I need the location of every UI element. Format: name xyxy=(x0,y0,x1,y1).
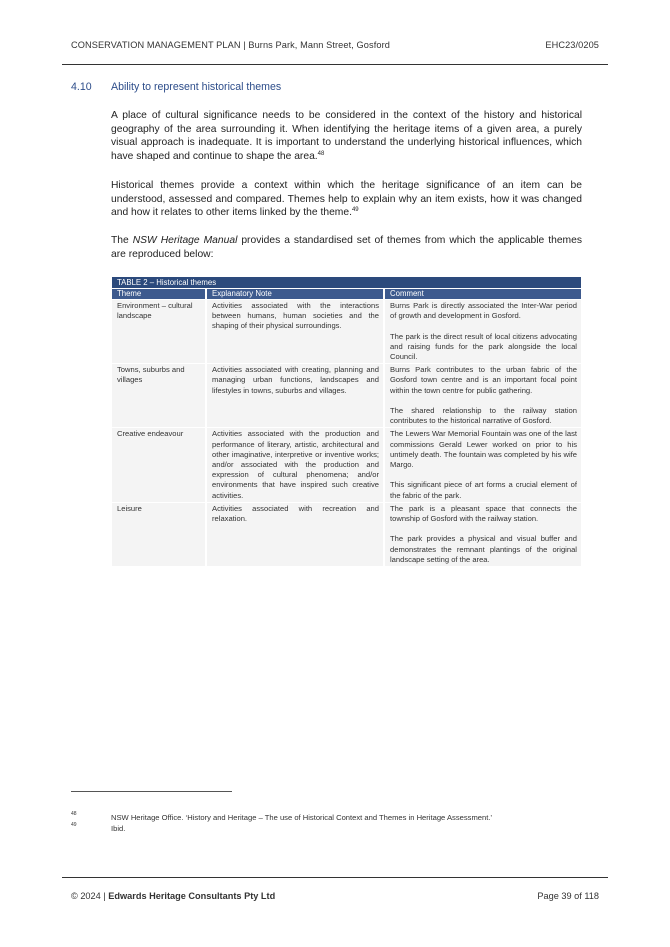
footnote-text: Ibid. xyxy=(111,824,126,833)
cell-comment xyxy=(385,300,581,363)
comment-paragraph: The park is the direct result of local citizens advocating and raising funds for the park alongside the local Council. xyxy=(390,331,577,361)
paragraph-text: Historical themes provide a context within which the heritage significance of an item can be understood, assessed and compared. Themes help to explain why an item exists, how it was changed and how it relates to other items linked by the theme. xyxy=(111,180,582,219)
column-header-explanatory-note: Explanatory Note xyxy=(207,289,383,299)
header-document-title: CONSERVATION MANAGEMENT PLAN | Burns Park, Mann Street, Gosford xyxy=(71,40,390,50)
table-row xyxy=(112,503,581,566)
cell-theme: Creative endeavour xyxy=(112,428,205,501)
comment-paragraph: This significant piece of art forms a crucial element of the fabric of the park. xyxy=(390,480,577,500)
paragraph-cultural-significance xyxy=(111,109,582,163)
table-row xyxy=(112,364,581,427)
footnote-number: 48 xyxy=(71,811,77,817)
paragraph-heritage-manual xyxy=(111,234,582,261)
cell-theme: Leisure xyxy=(112,503,205,566)
table-row xyxy=(112,300,581,363)
cell-theme: Towns, suburbs and villages xyxy=(112,364,205,427)
page-number: Page 39 of 118 xyxy=(537,891,599,901)
comment-paragraph: The park provides a physical and visual buffer and demonstrates the remnant plantings of the original landscape setting of the area. xyxy=(390,534,577,564)
header-divider xyxy=(62,64,608,65)
page-header xyxy=(71,40,599,50)
historical-themes-table xyxy=(112,277,581,567)
manual-title: NSW Heritage Manual xyxy=(132,235,238,246)
paragraph-historical-themes xyxy=(111,179,582,220)
cell-theme: Environment – cultural landscape xyxy=(112,300,205,363)
cell-explanatory-note: Activities associated with the production and performance of literary, artistic, architectural and other imaginative, interpretive or inventive works; and/or associated with the production and expression of cultural phenomena; and/or environments that have inspired such creative activities. xyxy=(207,428,383,501)
comment-paragraph: The shared relationship to the railway station contributes to the historical narrative of Gosford. xyxy=(390,406,577,426)
comment-paragraph: Burns Park contributes to the urban fabric of the Gosford town centre and is an important focal point within the town centre for public gathering. xyxy=(390,365,577,395)
comment-paragraph: Burns Park is directly associated the Inter-War period of growth and development in Gosford. xyxy=(390,301,577,321)
table-header-row xyxy=(112,289,581,299)
footnote-reference[interactable]: 48 xyxy=(317,150,325,157)
cell-comment xyxy=(385,428,581,501)
footnote-text: NSW Heritage Office. ‘History and Heritage – The use of Historical Context and Themes in Heritage Assessment.’ xyxy=(111,813,493,822)
footer-copyright xyxy=(71,891,275,901)
table-title: TABLE 2 – Historical themes xyxy=(112,277,581,288)
cell-comment xyxy=(385,364,581,427)
paragraph-text: A place of cultural significance needs to be considered in the context of the history and historical geography of the area surrounding it. When identifying the heritage items of a given area, a purely visual approach is inadequate. It is important to understand the underlying historical influences, which have shaped and continue to shape the area. xyxy=(111,110,582,162)
footnote-number: 49 xyxy=(71,822,77,828)
cell-comment xyxy=(385,503,581,566)
footnote-reference[interactable]: 49 xyxy=(351,207,359,214)
comment-paragraph: The park is a pleasant space that connects the township of Gosford with the railway station. xyxy=(390,503,577,524)
section-number: 4.10 xyxy=(71,81,92,93)
section-title: Ability to represent historical themes xyxy=(111,81,282,93)
paragraph-text: provides a standardised set of themes from which the applicable themes are reproduced below: xyxy=(111,235,583,260)
cell-explanatory-note: Activities associated with recreation and relaxation. xyxy=(207,503,383,566)
footer-divider xyxy=(62,877,608,878)
cell-explanatory-note: Activities associated with creating, planning and managing urban functions, landscapes and lifestyles in towns, suburbs and villages. xyxy=(207,364,383,427)
section-heading xyxy=(71,81,281,93)
table-row xyxy=(112,428,581,501)
header-reference-number: EHC23/0205 xyxy=(545,40,599,50)
column-header-theme: Theme xyxy=(112,289,205,299)
company-name: Edwards Heritage Consultants Pty Ltd xyxy=(108,891,276,901)
paragraph-text: The xyxy=(111,235,133,246)
footnote-divider xyxy=(71,791,232,792)
page-footer xyxy=(71,891,599,901)
column-header-comment: Comment xyxy=(385,289,581,299)
cell-explanatory-note: Activities associated with the interactions between humans, human societies and the shaping of their physical surroundings. xyxy=(207,300,383,363)
comment-paragraph: The Lewers War Memorial Fountain was one of the last commissions Gerald Lewer worked on prior to his untimely death. The fountain was completed by his wife Margo. xyxy=(390,429,577,470)
copyright-text: © 2024 | xyxy=(71,891,109,901)
themes-table xyxy=(110,288,583,567)
